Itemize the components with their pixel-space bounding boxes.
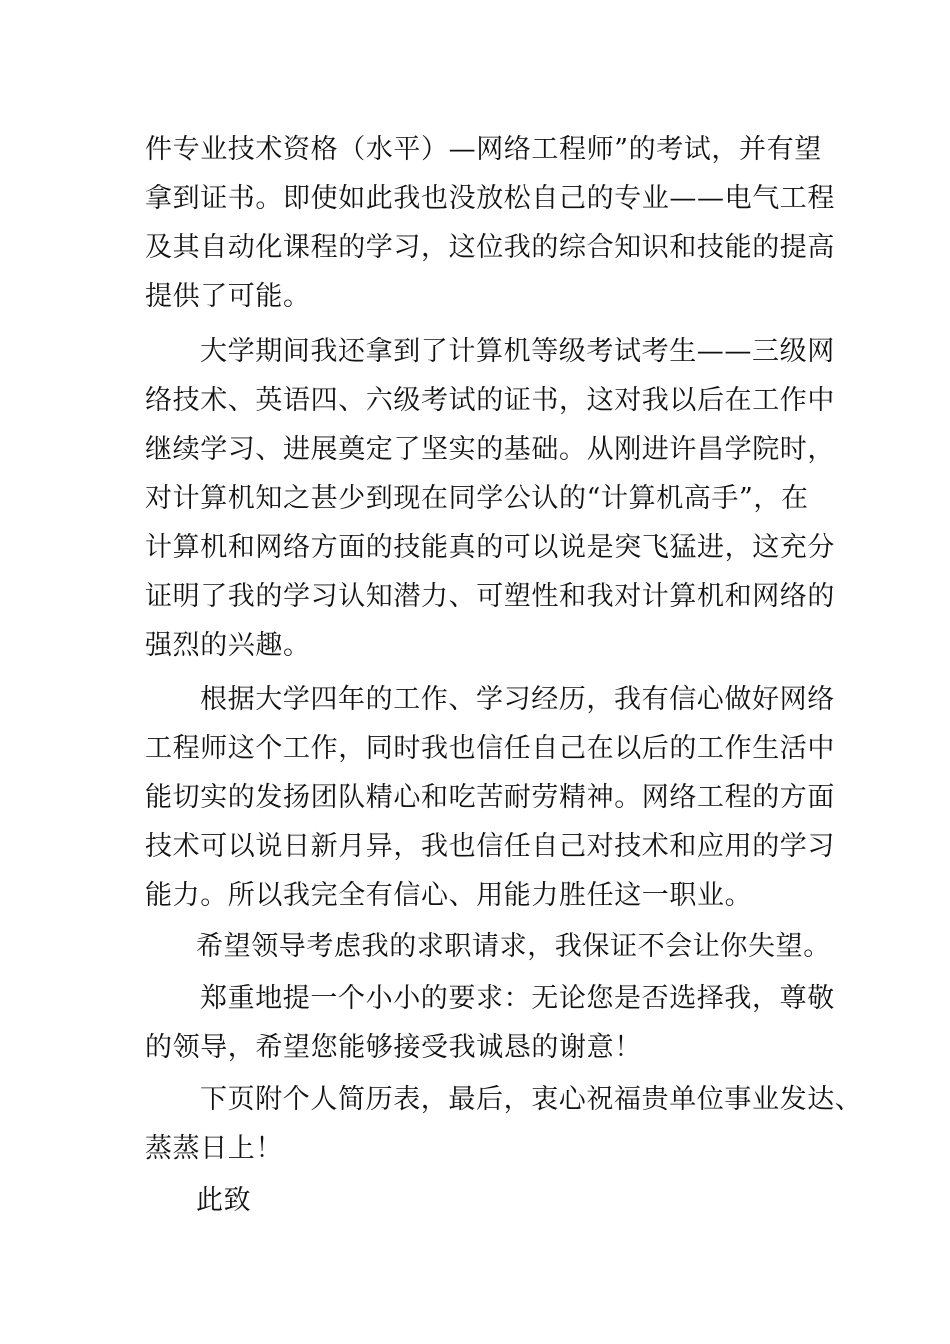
text-line: 提供了可能。 <box>145 281 311 312</box>
paragraph-start-line: 大学期间我还拿到了计算机等级考试考生——三级网 <box>200 336 835 367</box>
text-line: 的领导，希望您能够接受我诚恳的谢意！ <box>145 1032 642 1063</box>
paragraph-start-line: 希望领导考虑我的求职请求，我保证不会让你失望。 <box>196 931 831 962</box>
text-line: 能切实的发扬团队精心和吃苦耐劳精神。网络工程的方面 <box>145 782 835 813</box>
text-line: 强烈的兴趣。 <box>145 630 311 661</box>
text-line: 对计算机知之甚少到现在同学公认的“计算机高手”，在 <box>145 483 809 514</box>
paragraph-start-line: 根据大学四年的工作、学习经历，我有信心做好网络 <box>200 684 835 715</box>
paragraph-start-line: 下页附个人简历表，最后，衷心祝福贵单位事业发达、 <box>200 1084 863 1115</box>
text-line: 计算机和网络方面的技能真的可以说是突飞猛进，这充分 <box>145 532 835 563</box>
text-line: 工程师这个工作，同时我也信任自己在以后的工作生活中 <box>145 733 835 764</box>
text-line: 络技术、英语四、六级考试的证书，这对我以后在工作中 <box>145 385 835 416</box>
closing-salutation: 此致 <box>196 1185 252 1216</box>
text-line: 继续学习、进展奠定了坚实的基础。从刚进许昌学院时， <box>145 434 835 465</box>
paragraph-start-line: 郑重地提一个小小的要求：无论您是否选择我，尊敬 <box>200 983 835 1014</box>
text-line: 能力。所以我完全有信心、用能力胜任这一职业。 <box>145 880 753 911</box>
text-line: 技术可以说日新月异，我也信任自己对技术和应用的学习 <box>145 831 835 862</box>
text-line: 证明了我的学习认知潜力、可塑性和我对计算机和网络的 <box>145 581 835 612</box>
text-line: 拿到证书。即使如此我也没放松自己的专业——电气工程 <box>145 183 835 214</box>
text-line: 件专业技术资格（水平）—网络工程师”的考试，并有望 <box>145 134 822 165</box>
text-line: 蒸蒸日上！ <box>145 1133 283 1164</box>
text-line: 及其自动化课程的学习，这位我的综合知识和技能的提高 <box>145 232 835 263</box>
